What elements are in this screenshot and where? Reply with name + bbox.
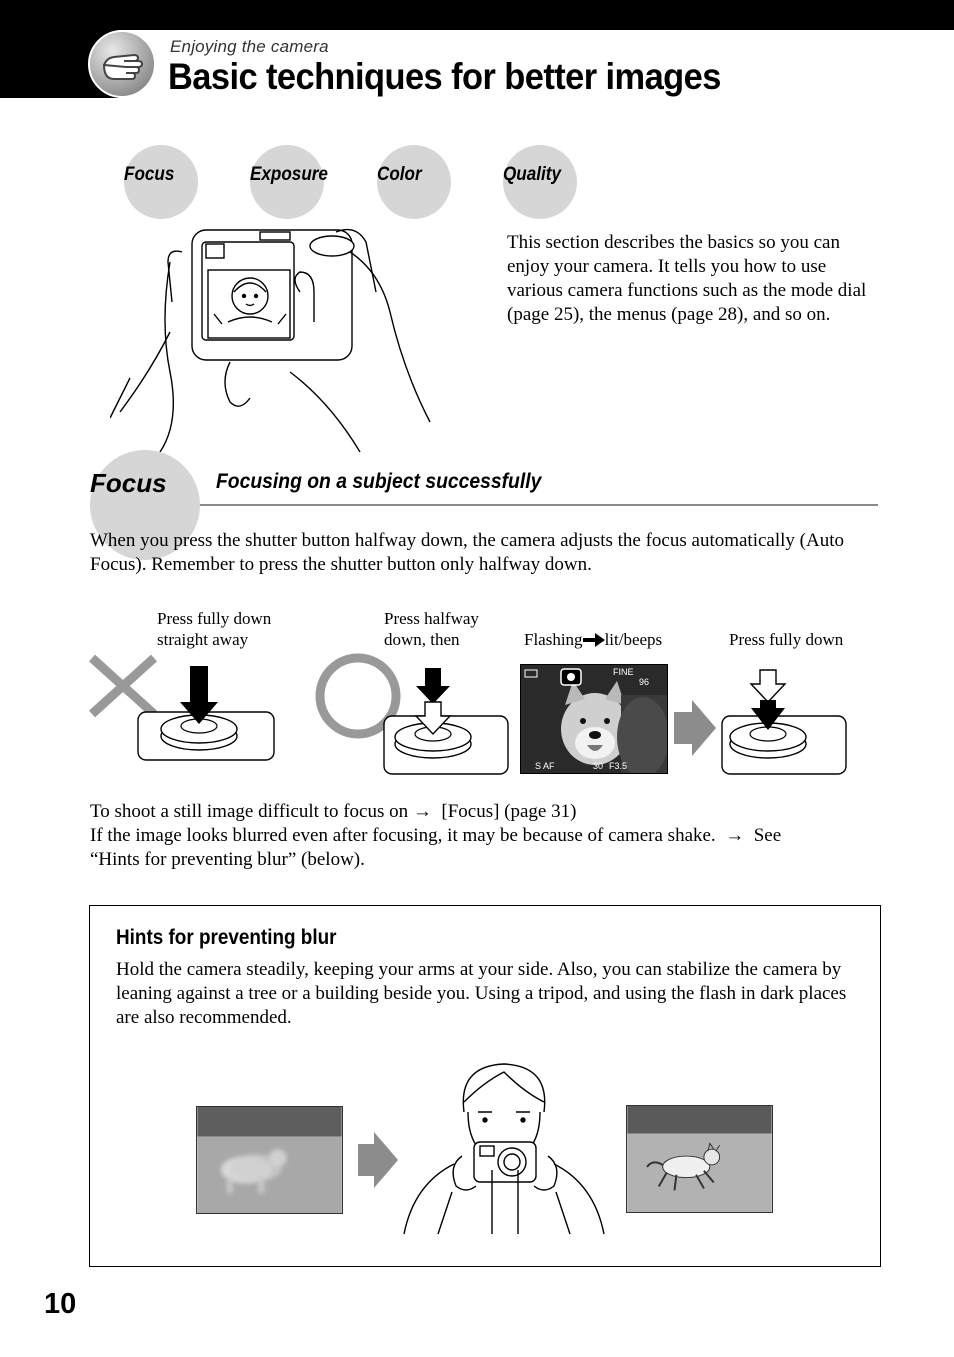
- focus-section-heading: Focusing on a subject successfully: [216, 470, 542, 493]
- caption-full: Press fully down: [729, 630, 844, 649]
- page-number: 10: [44, 1288, 77, 1320]
- blurred-dog-photo: [196, 1106, 343, 1214]
- lcd-quality: FINE: [613, 667, 634, 677]
- page-title: Basic techniques for better images: [168, 56, 721, 97]
- lcd-screen: [520, 664, 668, 774]
- note-line-2: [90, 824, 880, 848]
- note-line-2a: If the image looks blurred even after focusing, it may be because of camera shake.: [90, 825, 716, 846]
- section-divider: [200, 504, 878, 506]
- topic-quality-label: Quality: [503, 164, 561, 185]
- focus-section-label: Focus: [90, 468, 167, 498]
- caption-halfway: [384, 608, 479, 650]
- note-line-1b: [Focus] (page 31): [441, 801, 577, 822]
- caption-flashing-a: Flashing: [524, 630, 583, 649]
- arrow-icon: →: [412, 801, 432, 822]
- lcd-mode: S AF: [535, 761, 555, 771]
- improvement-arrow-icon: [358, 1132, 398, 1188]
- topic-exposure-label: Exposure: [250, 164, 328, 185]
- cross-icon: [92, 658, 154, 714]
- pointing-hand-icon: [88, 30, 156, 98]
- focus-notes: [90, 800, 880, 872]
- caption-flashing-b: lit/beeps: [604, 630, 663, 649]
- lcd-aperture: F3.5: [609, 761, 628, 771]
- next-step-arrow-icon: [674, 700, 716, 756]
- caption-wrong: [157, 608, 271, 650]
- caption-halfway-line1: Press halfway: [384, 609, 479, 628]
- man-holding-camera-illustration: [402, 1052, 606, 1236]
- sharp-dog-photo: [626, 1105, 773, 1213]
- note-line-1a: To shoot a still image difficult to focus on: [90, 801, 409, 822]
- header-bar: [0, 0, 954, 30]
- note-line-3: “Hints for preventing blur” (below).: [90, 849, 365, 870]
- note-line-1: [90, 800, 880, 824]
- section-subtitle: Enjoying the camera: [170, 37, 329, 56]
- intro-paragraph: This section describes the basics so you can enjoy your camera. It tells you how to use various camera functions such as the mode dial (page 25), the menus (page 28), and so on.: [507, 232, 867, 325]
- correct-shutter-illustration: [312, 652, 512, 780]
- caption-halfway-line2: down, then: [384, 630, 460, 649]
- caption-wrong-line2: straight away: [157, 630, 249, 649]
- wrong-shutter-illustration: [86, 652, 286, 768]
- hints-title: Hints for preventing blur: [116, 926, 337, 949]
- hands-holding-camera-illustration: [110, 222, 450, 452]
- caption-flashing: [524, 629, 662, 652]
- arrow-icon: →: [725, 825, 745, 846]
- full-press-shutter-illustration: [720, 664, 850, 780]
- caption-wrong-line1: Press fully down: [157, 609, 272, 628]
- topic-focus-label: Focus: [124, 164, 175, 185]
- hints-paragraph: Hold the camera steadily, keeping your arms at your side. Also, you can stabilize the camera by leaning against a tree or a building beside you. Using a tripod, and using the flash in dark places are also recommended.: [116, 959, 847, 1028]
- arrow-right-icon: [583, 631, 605, 652]
- focus-paragraph: When you press the shutter button halfway down, the camera adjusts the focus automatically (Auto Focus). Remember to press the shutter button only halfway down.: [90, 530, 844, 575]
- lcd-shots: 96: [639, 677, 650, 687]
- topic-color-label: Color: [377, 164, 422, 185]
- lcd-shutter-speed: 30: [593, 761, 604, 771]
- note-line-2b: See: [753, 825, 782, 846]
